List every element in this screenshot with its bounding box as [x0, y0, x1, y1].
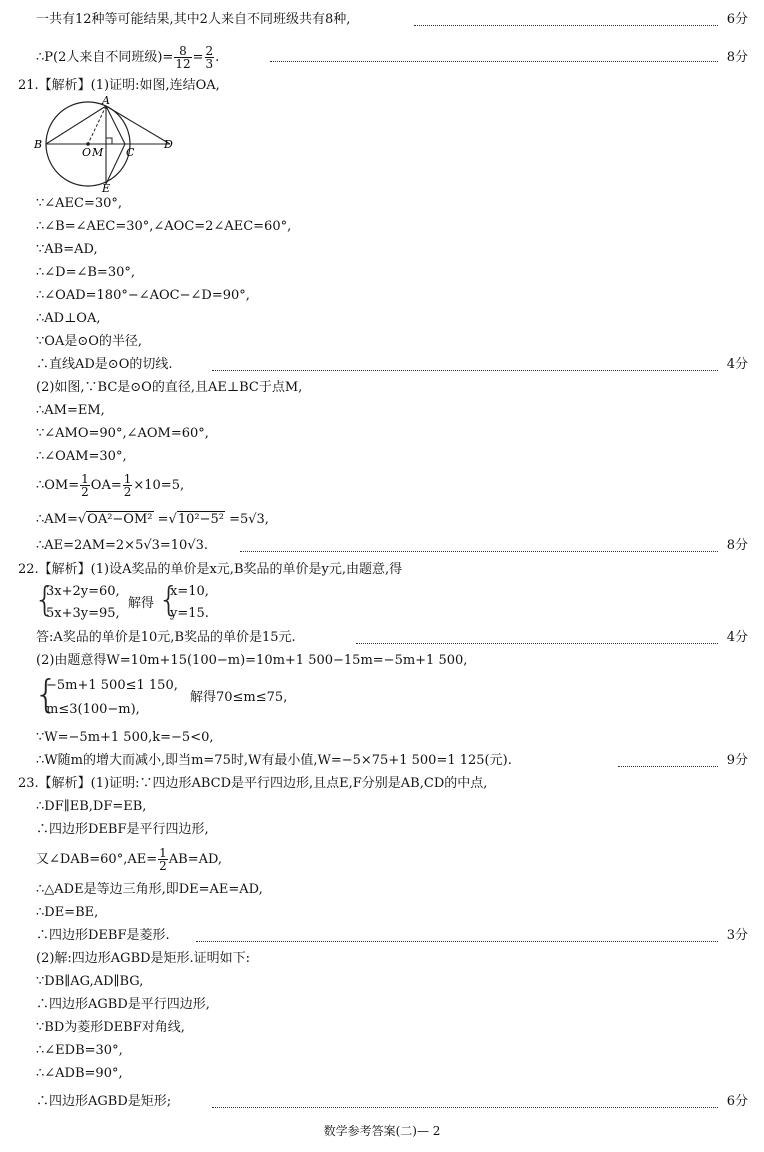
am-line	[36, 512, 269, 528]
label-c: C	[126, 146, 135, 159]
numerator: 1	[159, 846, 167, 860]
equation: 3x+2y=60,	[46, 584, 120, 599]
dab-line	[36, 846, 222, 874]
text-line: ∴W随m的增大而减小,即当m=75时,W有最小值,W=−5×75+1 500=1 125(元).	[36, 753, 512, 768]
equation: y=15.	[170, 606, 209, 621]
label-m: M	[92, 146, 104, 159]
brace-icon: {	[34, 580, 56, 620]
denominator: 3	[205, 57, 214, 71]
denominator: 2	[123, 485, 132, 499]
score-label: 3分	[726, 928, 748, 943]
text-segment: OA=	[90, 478, 122, 493]
fraction	[123, 473, 133, 498]
text-segment: .	[215, 50, 220, 65]
text-segment: 解得	[128, 596, 155, 611]
text-line: ∴∠EDB=30°,	[36, 1043, 123, 1058]
text-line: ∴AM=EM,	[36, 403, 105, 418]
radicand: 10²−5²	[177, 512, 224, 527]
om-line	[36, 472, 184, 500]
equation: x=10,	[170, 584, 209, 599]
fraction	[80, 473, 90, 498]
dot-leader	[414, 24, 718, 26]
text-line: ∴∠B=∠AEC=30°,∠AOC=2∠AEC=60°,	[36, 219, 292, 234]
text-segment: ∴P(2人来自不同班级)=	[36, 50, 174, 65]
label-o: O	[82, 146, 92, 159]
question-23-heading: 23.【解析】(1)证明:∵四边形ABCD是平行四边形,且点E,F分别是AB,CD的中点,	[18, 776, 488, 791]
text-line: ∴AE=2AM=2×5√3=10√3.	[36, 538, 209, 553]
denominator: 2	[159, 859, 167, 873]
label-d: D	[164, 138, 173, 151]
fraction	[205, 45, 215, 70]
dot-leader	[196, 940, 718, 942]
text-line: ∴直线AD是⊙O的切线.	[36, 357, 173, 372]
probability-line	[36, 44, 219, 72]
text-line: ∴△ADE是等边三角形,即DE=AE=AD,	[36, 882, 263, 897]
line-ce	[106, 144, 125, 184]
text-line: ∴∠OAM=30°,	[36, 449, 127, 464]
text-segment: =5√3,	[224, 512, 269, 527]
dot-leader	[240, 550, 718, 552]
text-segment: =√	[153, 512, 177, 527]
numerator: 1	[123, 472, 132, 486]
numerator: 1	[81, 472, 89, 486]
score-label: 4分	[726, 630, 748, 645]
numerator: 8	[174, 45, 191, 58]
text-line: ∵W=−5m+1 500,k=−5<0,	[36, 730, 214, 745]
question-21-heading: 21.【解析】(1)证明:如图,连结OA,	[18, 78, 220, 93]
dot-leader	[212, 369, 718, 371]
inequality: −5m+1 500≤1 150,	[46, 678, 178, 693]
score-label: 6分	[726, 12, 748, 27]
text-line: ∴四边形AGBD是矩形;	[36, 1094, 172, 1109]
dot-leader	[212, 1106, 718, 1108]
text-line: (2)解:四边形AGBD是矩形.证明如下:	[36, 951, 251, 966]
text-line: ∴∠OAD=180°−∠AOC−∠D=90°,	[36, 288, 250, 303]
text-line: ∴DF∥EB,DF=EB,	[36, 799, 147, 814]
text-segment: 解得70≤m≤75,	[190, 690, 288, 705]
text-segment: ×10=5,	[133, 478, 185, 493]
text-line: ∴四边形DEBF是平行四边形,	[36, 822, 209, 837]
text-line: ∵OA是⊙O的半径,	[36, 334, 142, 349]
text-line: ∵∠AEC=30°,	[36, 196, 123, 211]
score-label: 8分	[726, 50, 748, 65]
denominator: 2	[81, 485, 89, 499]
dot-leader	[618, 765, 718, 767]
brace-icon: {	[158, 580, 180, 620]
inequality: m≤3(100−m),	[46, 702, 140, 717]
text-line: ∴∠ADB=90°,	[36, 1066, 123, 1081]
label-b: B	[34, 138, 43, 151]
text-line: ∵AB=AD,	[36, 242, 98, 257]
text-line: ∴四边形DEBF是菱形.	[36, 928, 170, 943]
text-line: ∵DB∥AG,AD∥BG,	[36, 974, 144, 989]
right-angle-mark	[106, 138, 112, 144]
dot-leader	[270, 60, 718, 62]
score-label: 6分	[726, 1094, 748, 1109]
label-a: A	[102, 96, 110, 107]
text-line: ∵BD为菱形DEBF对角线,	[36, 1020, 185, 1035]
text-segment: 又∠DAB=60°,AE=	[36, 852, 158, 867]
page-footer: 数学参考答案(二)— 2	[323, 1124, 441, 1138]
dot-leader	[356, 642, 718, 644]
text-line: ∵∠AMO=90°,∠AOM=60°,	[36, 426, 209, 441]
circle-tangent-figure	[30, 96, 180, 192]
fraction	[158, 847, 168, 872]
fraction	[174, 45, 191, 70]
numerator: 2	[205, 44, 214, 58]
label-e: E	[102, 182, 111, 192]
text-line: ∴∠D=∠B=30°,	[36, 265, 135, 280]
text-line: 答:A奖品的单价是10元,B奖品的单价是15元.	[36, 630, 296, 645]
denominator: 12	[175, 57, 191, 71]
text-segment: AB=AD,	[168, 852, 223, 867]
text-segment: =	[192, 50, 204, 65]
text-line: (2)如图,∵BC是⊙O的直径,且AE⊥BC于点M,	[36, 380, 303, 395]
text-line: ∴四边形AGBD是平行四边形,	[36, 997, 210, 1012]
text-segment: ∴AM=√	[36, 512, 87, 527]
text-line: ∴AD⊥OA,	[36, 311, 101, 326]
equation: 5x+3y=95,	[46, 606, 120, 621]
score-label: 8分	[726, 538, 748, 553]
text-line: 一共有12种等可能结果,其中2人来自不同班级共有8种,	[36, 12, 351, 27]
score-label: 4分	[726, 357, 748, 372]
brace-icon: {	[34, 672, 59, 716]
text-line: (2)由题意得W=10m+15(100−m)=10m+1 500−15m=−5m+1 500,	[36, 653, 468, 668]
score-label: 9分	[726, 753, 748, 768]
text-segment: ∴OM=	[36, 478, 80, 493]
question-22-heading: 22.【解析】(1)设A奖品的单价是x元,B奖品的单价是y元,由题意,得	[18, 562, 403, 577]
radicand: OA²−OM²	[87, 512, 153, 527]
text-line: ∴DE=BE,	[36, 905, 99, 920]
